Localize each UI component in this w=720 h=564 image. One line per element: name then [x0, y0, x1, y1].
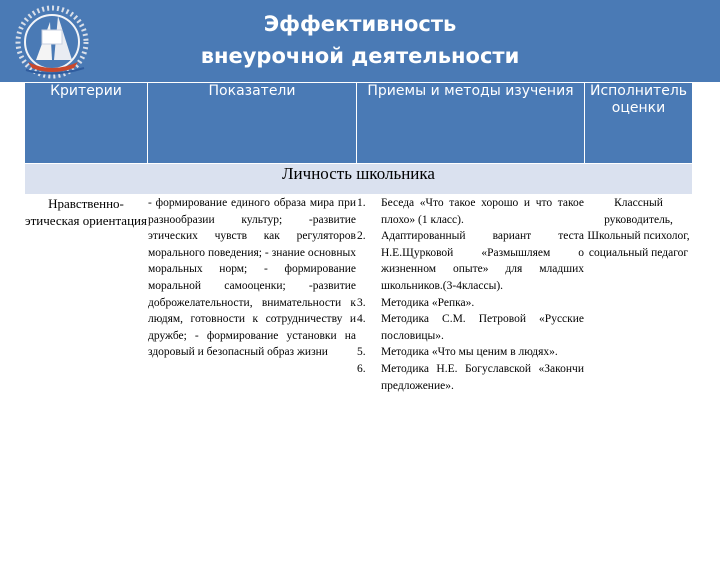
methods-list [357, 195, 584, 394]
list-item [357, 295, 584, 312]
executor-cell: Классный руководитель, Школьный психолог, социальный педагог [585, 195, 693, 564]
header-criteria: Критерии [25, 83, 148, 164]
method-text: Методика «Что мы ценим в людях». [381, 346, 558, 359]
method-text: Методика «Репка». [381, 296, 475, 309]
evaluation-table [24, 82, 693, 564]
list-item [357, 311, 584, 344]
section-title: Личность школьника [25, 164, 693, 195]
method-number: 4. [357, 313, 366, 326]
table-row [25, 195, 693, 564]
page-title [150, 8, 570, 72]
list-item [357, 228, 584, 294]
method-number: 3. [357, 296, 366, 309]
list-item [357, 361, 584, 394]
school-logo-icon [6, 2, 106, 82]
method-text: Адаптированный вариант теста Н.Е.Щурковой «Размышляем о жизненном опыте» для младших школьников.(3-4классы). [381, 230, 584, 292]
header-executor: Исполнитель оценки [585, 83, 693, 164]
method-number: 6. [357, 362, 366, 375]
title-line-1: Эффективность [263, 12, 457, 36]
list-item [357, 344, 584, 361]
criterion-cell: Нравственно-этическая ориентация [25, 195, 148, 564]
list-item [357, 195, 584, 228]
method-text: Беседа «Что такое хорошо и что такое плохо» (1 класс). [381, 197, 584, 226]
method-text: Методика С.М. Петровой «Русские пословицы». [381, 313, 584, 342]
indicators-cell: - формирование единого образа мира при разнообразии культур; -развитие этических чувств как регуляторов морального поведения; - знание основных моральных норм; - формирование моральной самооценки; -развитие доброжелательности, внимательности к людям, готовности к сотрудничеству и дружбе; - формирование установки на здоровый и безопасный образ жизни [148, 195, 357, 564]
method-text: Методика Н.Е. Богуславской «Закончи предложение». [381, 362, 584, 392]
methods-cell [357, 195, 585, 564]
header-indicators: Показатели [148, 83, 357, 164]
header-bar [0, 0, 720, 82]
table-header-row [25, 83, 693, 164]
title-line-2: внеурочной деятельности [200, 44, 520, 68]
method-number: 5. [357, 346, 366, 359]
method-number: 2. [357, 230, 366, 243]
section-row [25, 164, 693, 195]
header-methods: Приемы и методы изучения [357, 83, 585, 164]
method-number: 1. [357, 197, 366, 209]
